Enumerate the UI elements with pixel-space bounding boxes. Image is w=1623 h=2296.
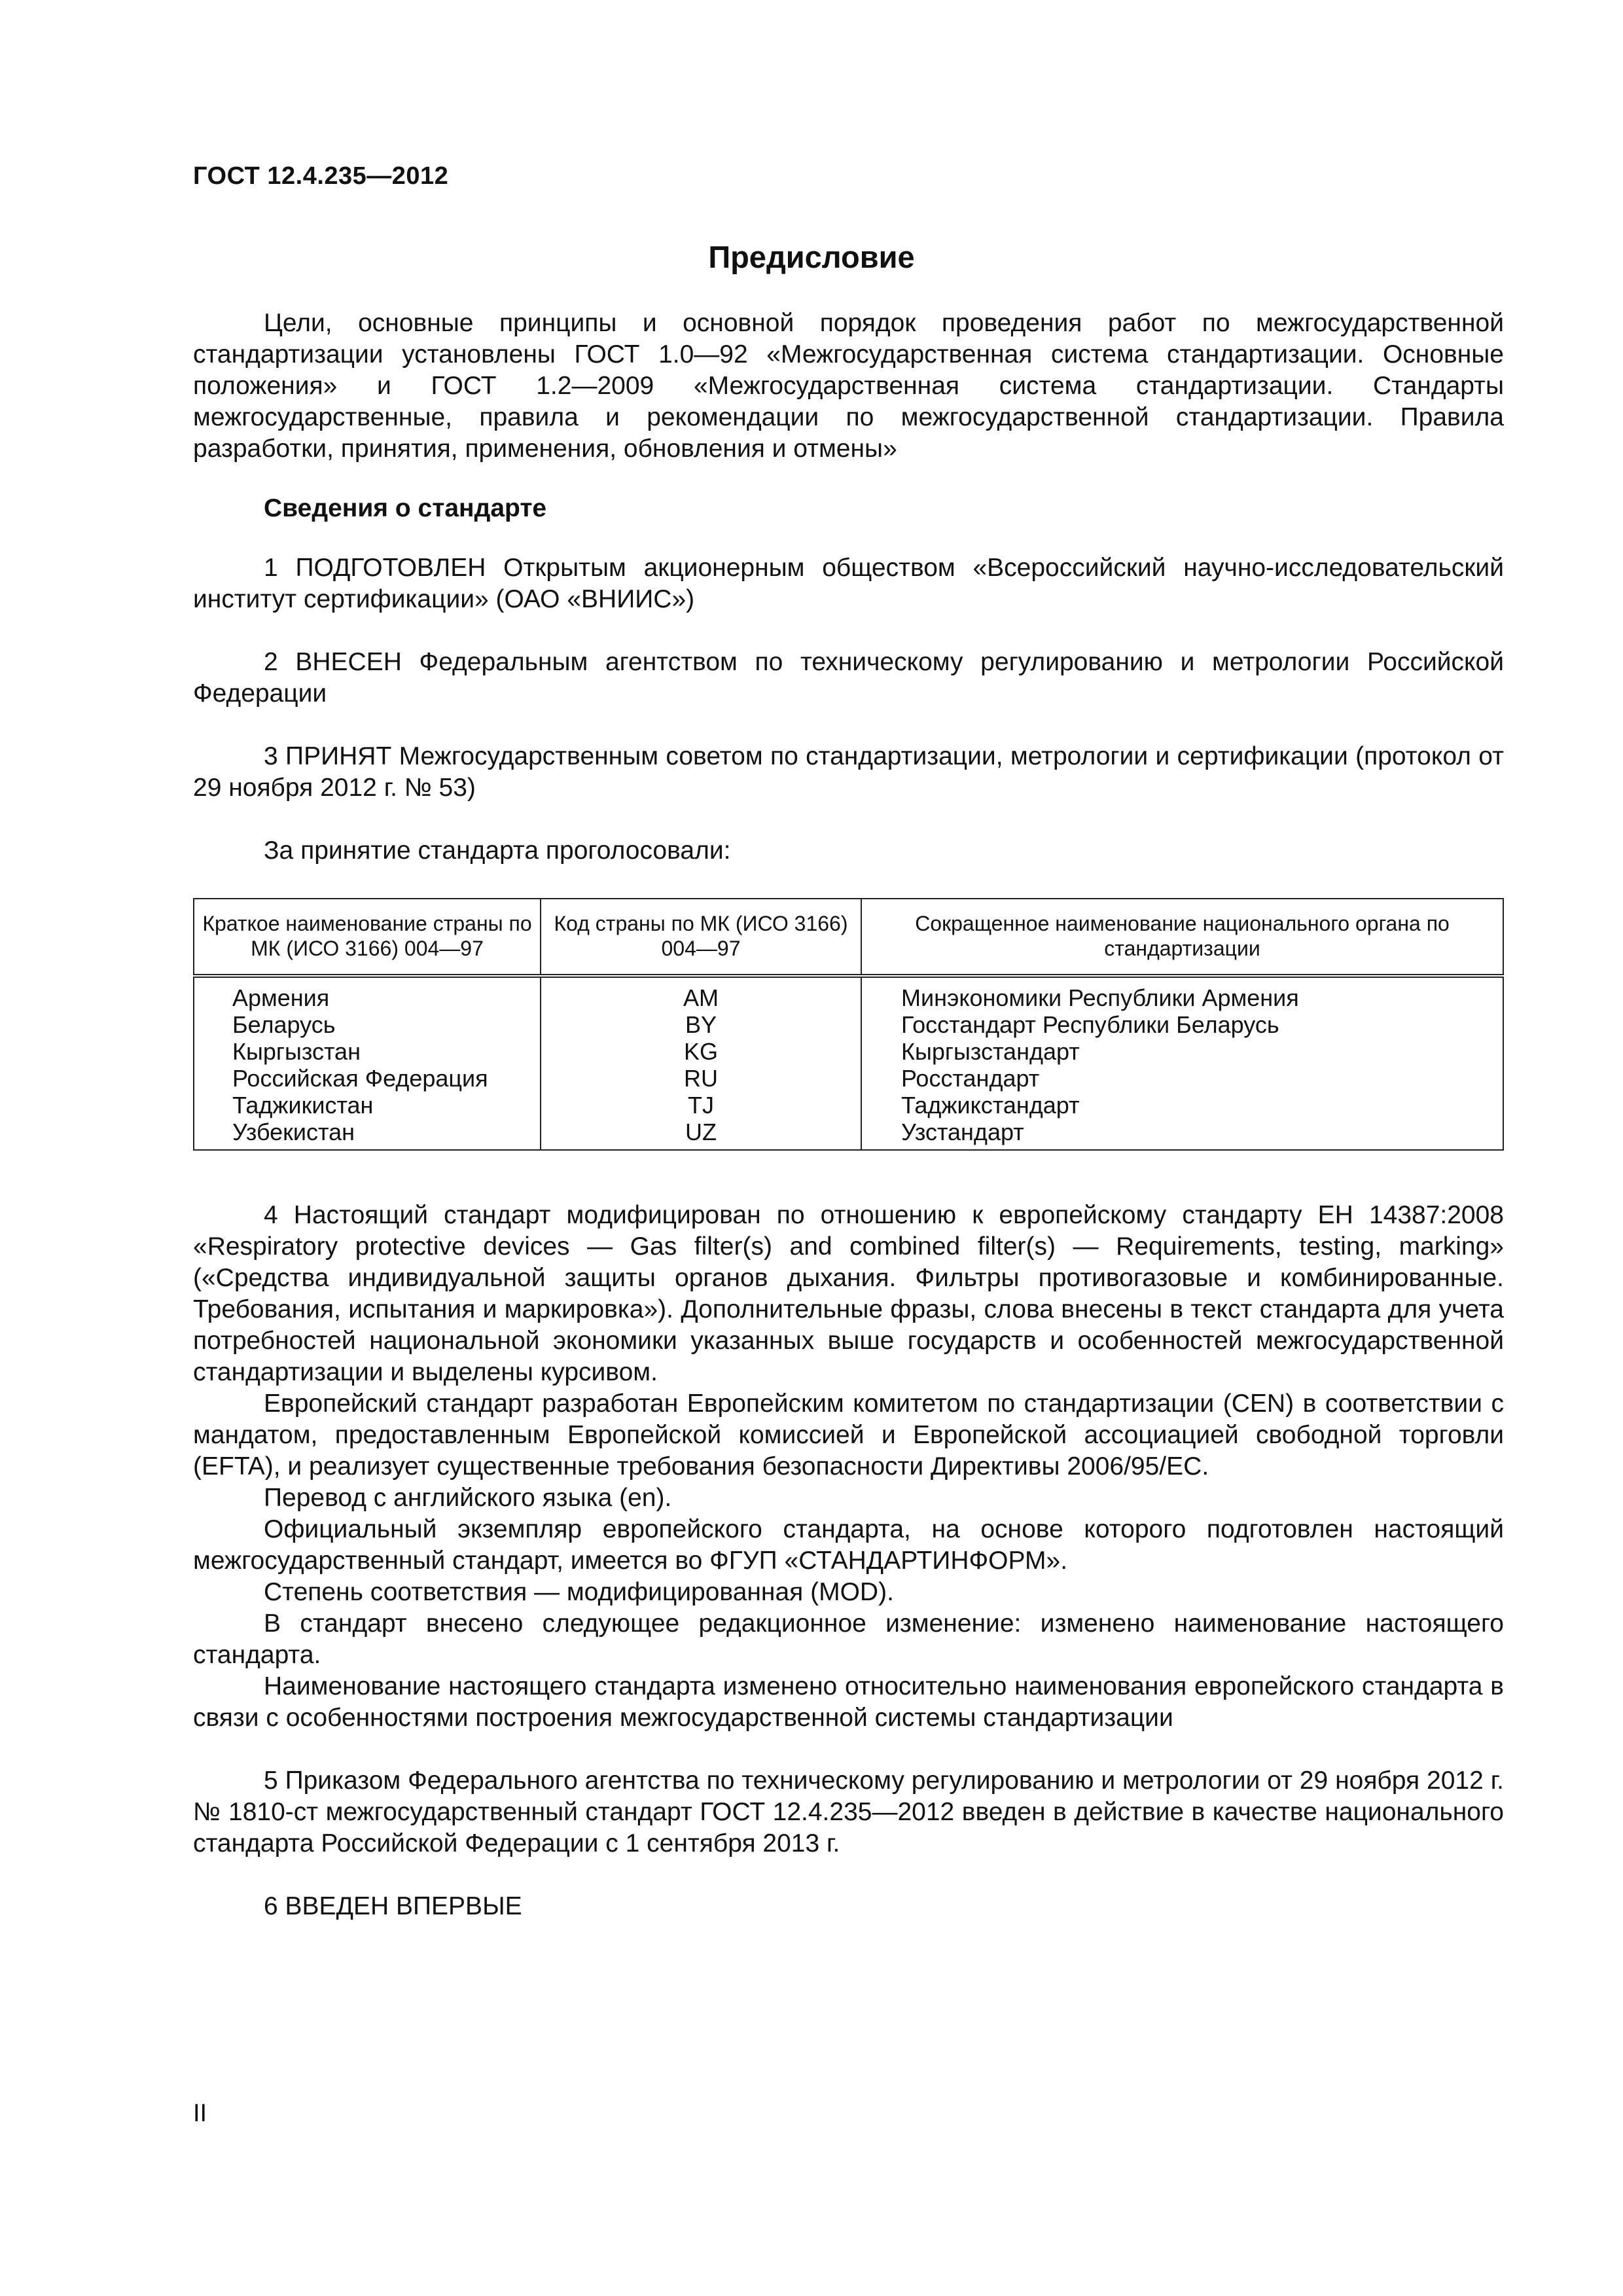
item-1-prepared: 1 ПОДГОТОВЛЕН Открытым акционерным обществом «Всероссийский научно-исследовательский институт сертификации» (ОАО «ВНИИС») [193,554,1504,613]
item-4-conformity-degree: Степень соответствия — модифицированная (MOD). [264,1578,894,1606]
country-name: Узбекистан [194,1119,541,1150]
table-row [194,1092,1503,1119]
header-national-body: Сокращенное наименование национального органа по стандартизации [861,899,1503,976]
item-4-editorial-change: В стандарт внесено следующее редакционное изменение: изменено наименование настоящего стандарта. [193,1609,1504,1669]
item-4-title-change: Наименование настоящего стандарта изменено относительно наименования европейского стандарта в связи с особенностями построения межгосударственной системы стандартизации [193,1672,1504,1732]
national-body: Узстандарт [861,1119,1503,1150]
item-4-european-standard: Европейский стандарт разработан Европейским комитетом по стандартизации (CEN) в соответствии с мандатом, предоставленным Европейской комиссией и Европейской ассоциацией свободной торговли (EFTA), и реализует существенные требования безопасности Директивы 2006/95/ЕС. [193,1390,1504,1480]
item-4-official-copy: Официальный экземпляр европейского стандарта, на основе которого подготовлен настоящий межгосударственный стандарт, имеется во ФГУП «СТАНДАРТИНФОРМ». [193,1515,1504,1575]
country-code: AM [541,976,861,1011]
header-country-code: Код страны по МК (ИСО 3166) 004—97 [541,899,861,976]
national-body: Таджикстандарт [861,1092,1503,1119]
table-row [194,976,1503,1011]
country-code: TJ [541,1092,861,1119]
section-heading: Сведения о стандарте [264,494,547,522]
country-name: Кыргызстан [194,1038,541,1065]
item-6-introduced: 6 ВВЕДЕН ВПЕРВЫЕ [264,1892,522,1920]
intro-paragraph: Цели, основные принципы и основной порядок проведения работ по межгосударственной стандартизации установлены ГОСТ 1.0—92 «Межгосударственная система стандартизации. Основные положения» и ГОСТ 1.2—2009 «Межгосударственная система стандартизации. Стандарты межгосударственные, правила и рекомендации по межгосударственной стандартизации. Правила разработки, принятия, применения, обновления и отмены» [193,309,1504,463]
country-name: Армения [194,976,541,1011]
page-number: II [193,2100,207,2127]
vote-line: За принятие стандарта проголосовали: [264,836,731,865]
item-3-adopted: 3 ПРИНЯТ Межгосударственным советом по стандартизации, метрологии и сертификации (протокол от 29 ноября 2012 г. № 53) [193,742,1504,802]
national-body: Росстандарт [861,1065,1503,1092]
country-code: RU [541,1065,861,1092]
table-row [194,1065,1503,1092]
country-name: Таджикистан [194,1092,541,1119]
item-4-modification: 4 Настоящий стандарт модифицирован по отношению к европейскому стандарту ЕН 14387:2008 «Respiratory protective devices — Gas filter(s) and combined filter(s) — Requirements, testing, marking» («Средства индивидуальной защиты органов дыхания. Фильтры противогазовые и комбинированные. Требования, испытания и маркировка»). Дополнительные фразы, слова внесены в текст стандарта для учета потребностей национальной экономики указанных выше государств и особенностей межгосударственной стандартизации и выделены курсивом. [193,1201,1504,1386]
document-code-header: ГОСТ 12.4.235—2012 [193,162,449,190]
item-4-translation: Перевод с английского языка (en). [264,1484,672,1512]
page-title: Предисловие [708,240,915,274]
header-country-name: Краткое наименование страны по МК (ИСО 3166) 004—97 [194,899,541,976]
country-name: Российская Федерация [194,1065,541,1092]
national-body: Кыргызстандарт [861,1038,1503,1065]
table-row [194,1119,1503,1150]
country-code: BY [541,1011,861,1038]
table-row [194,1038,1503,1065]
national-body: Госстандарт Республики Беларусь [861,1011,1503,1038]
item-2-submitted: 2 ВНЕСЕН Федеральным агентством по техническому регулированию и метрологии Российской Федерации [193,648,1504,708]
document-body [193,308,1504,1922]
table-header-row [194,899,1503,976]
national-body: Минэкономики Республики Армения [861,976,1503,1011]
country-code: KG [541,1038,861,1065]
table-row [194,1011,1503,1038]
item-5-order: 5 Приказом Федерального агентства по техническому регулированию и метрологии от 29 ноября 2012 г. № 1810-ст межгосударственный стандарт ГОСТ 12.4.235—2012 введен в действие в качестве национального стандарта Российской Федерации с 1 сентября 2013 г. [193,1767,1504,1857]
voting-countries-table [193,898,1504,1151]
country-name: Беларусь [194,1011,541,1038]
country-code: UZ [541,1119,861,1150]
